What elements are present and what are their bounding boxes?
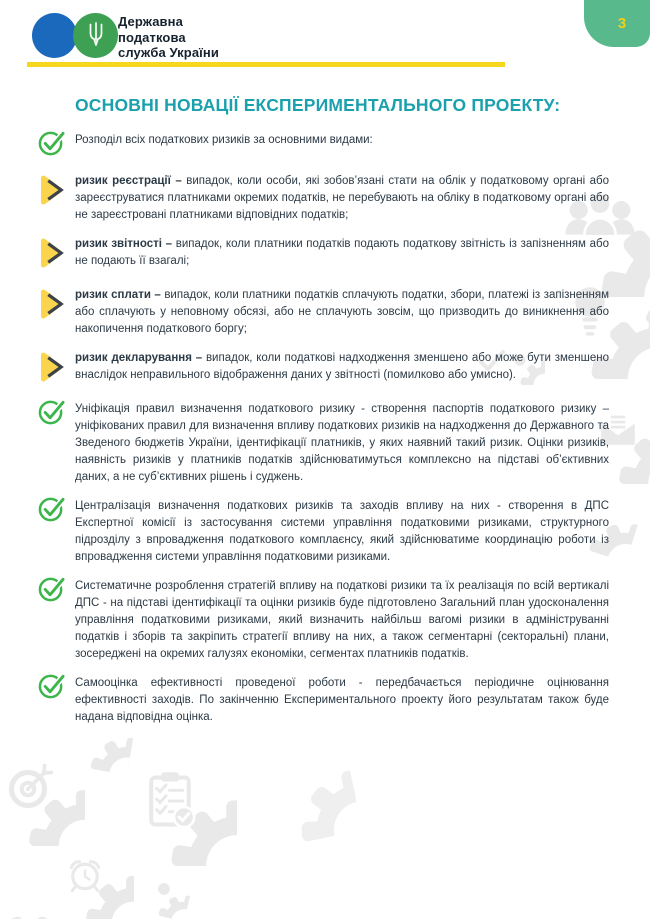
check-icon <box>38 498 75 566</box>
target-icon <box>11 766 51 806</box>
list-item-text: Централізація визначення податкових ризиків та заходів впливу на них - створення в ДПС Експертної комісії із застосування системи управління податковими ризиками, структурного підрозділу з впровадження податкового комплаєнсу, який здійснюватиме координацію роботи із впровадження системи управління податковими ризиками. <box>75 500 609 563</box>
list-item-text: Уніфікація правил визначення податкового ризику - створення паспортів податкового ризику – уніфікованих правил для визначення впливу податкових ризиків на надходження до Державного та Зведеного бюджетів України, ідентифікації платників, у яких наявний такий ризик. Оцінки ризиків, наявність ризиків у платників податків здійснюватимуться комплексно на підставі об’єктивних даних, а не суб’єктивних рішень і суджень. <box>75 403 609 483</box>
list-item <box>38 350 609 389</box>
yellow-rule <box>27 62 505 67</box>
list-item-text: Розподіл всіх податкових ризиків за основними видами: <box>75 134 373 146</box>
list-item-text: ризик декларування – випадок, коли податкові надходження зменшено або може бути зменшено внаслідок неправильного відображення даних у звітності (помилково або умисно). <box>75 352 610 381</box>
arrow-icon <box>38 173 75 224</box>
list-item-text: Систематичне розроблення стратегій впливу на податкові ризики та їх реалізація по всій вертикалі ДПС - на підставі ідентифікації та оцінки ризиків буде підготовлено Загальний план удосконалення управління податковими ризиками, який визначить найбільш вагомі ризики в адмініструванні податків і зборів та закріпить стратегії впливу на них, а також сегментарні (секторальні) плани, зосереджені на окремих галузях економіки, сегментах платників податків. <box>75 580 609 660</box>
logo-line-1: Державна <box>118 14 183 29</box>
arrow-icon <box>38 236 75 275</box>
alarm-clock-icon <box>71 862 98 891</box>
check-icon <box>38 578 75 663</box>
logo-line-3: служба України <box>118 45 219 60</box>
list-item-text: ризик сплати – випадок, коли платники податків сплачують податки, збори, платежі із запізненням або сплачують у неповному обсязі, або не сплачують зовсім, що призводить до виникнення або накопичення податкового боргу; <box>75 289 609 335</box>
list-item <box>38 236 609 275</box>
list-item <box>38 173 609 224</box>
list-item <box>38 287 609 338</box>
page-title: ОСНОВНІ НОВАЦІЇ ЕКСПЕРИМЕНТАЛЬНОГО ПРОЕКТУ: <box>75 95 561 115</box>
check-icon <box>38 675 75 726</box>
page-number: 3 <box>617 15 627 32</box>
arrow-icon <box>38 287 75 338</box>
list-item <box>38 132 609 161</box>
list-item <box>38 498 609 566</box>
check-icon <box>38 132 75 161</box>
logo-green-circle <box>73 13 118 58</box>
list-item-text: Самооцінка ефективності проведеної роботи - передбачається періодичне оцінювання ефективності заходів. По закінченню Експериментального проекту його результатам також буде надана відповідна оцінка. <box>75 677 609 723</box>
clipboard-check-icon <box>151 772 194 827</box>
list-item <box>38 675 609 726</box>
logo-blue-circle <box>32 13 77 58</box>
trident-icon <box>85 22 107 49</box>
page-number-badge <box>584 0 650 47</box>
list-item-text: ризик звітності – випадок, коли платники податків подають податкову звітність із запізненням або не подають її взагалі; <box>75 238 610 267</box>
logo-line-2: податкова <box>118 29 186 45</box>
check-icon <box>38 401 75 486</box>
main-content <box>0 95 650 738</box>
arrow-icon <box>38 350 75 389</box>
list-item <box>38 401 609 486</box>
logo-text <box>118 14 219 61</box>
list-item-text: ризик реєстрації – випадок, коли особи, які зобов’язані стати на облік у податковому органі або зареєструватися платниками окремих податків, не перебувають на обліку в податковому органі або не зареєстровані платниками відповідних податків; <box>75 175 610 221</box>
list-item <box>38 578 609 663</box>
